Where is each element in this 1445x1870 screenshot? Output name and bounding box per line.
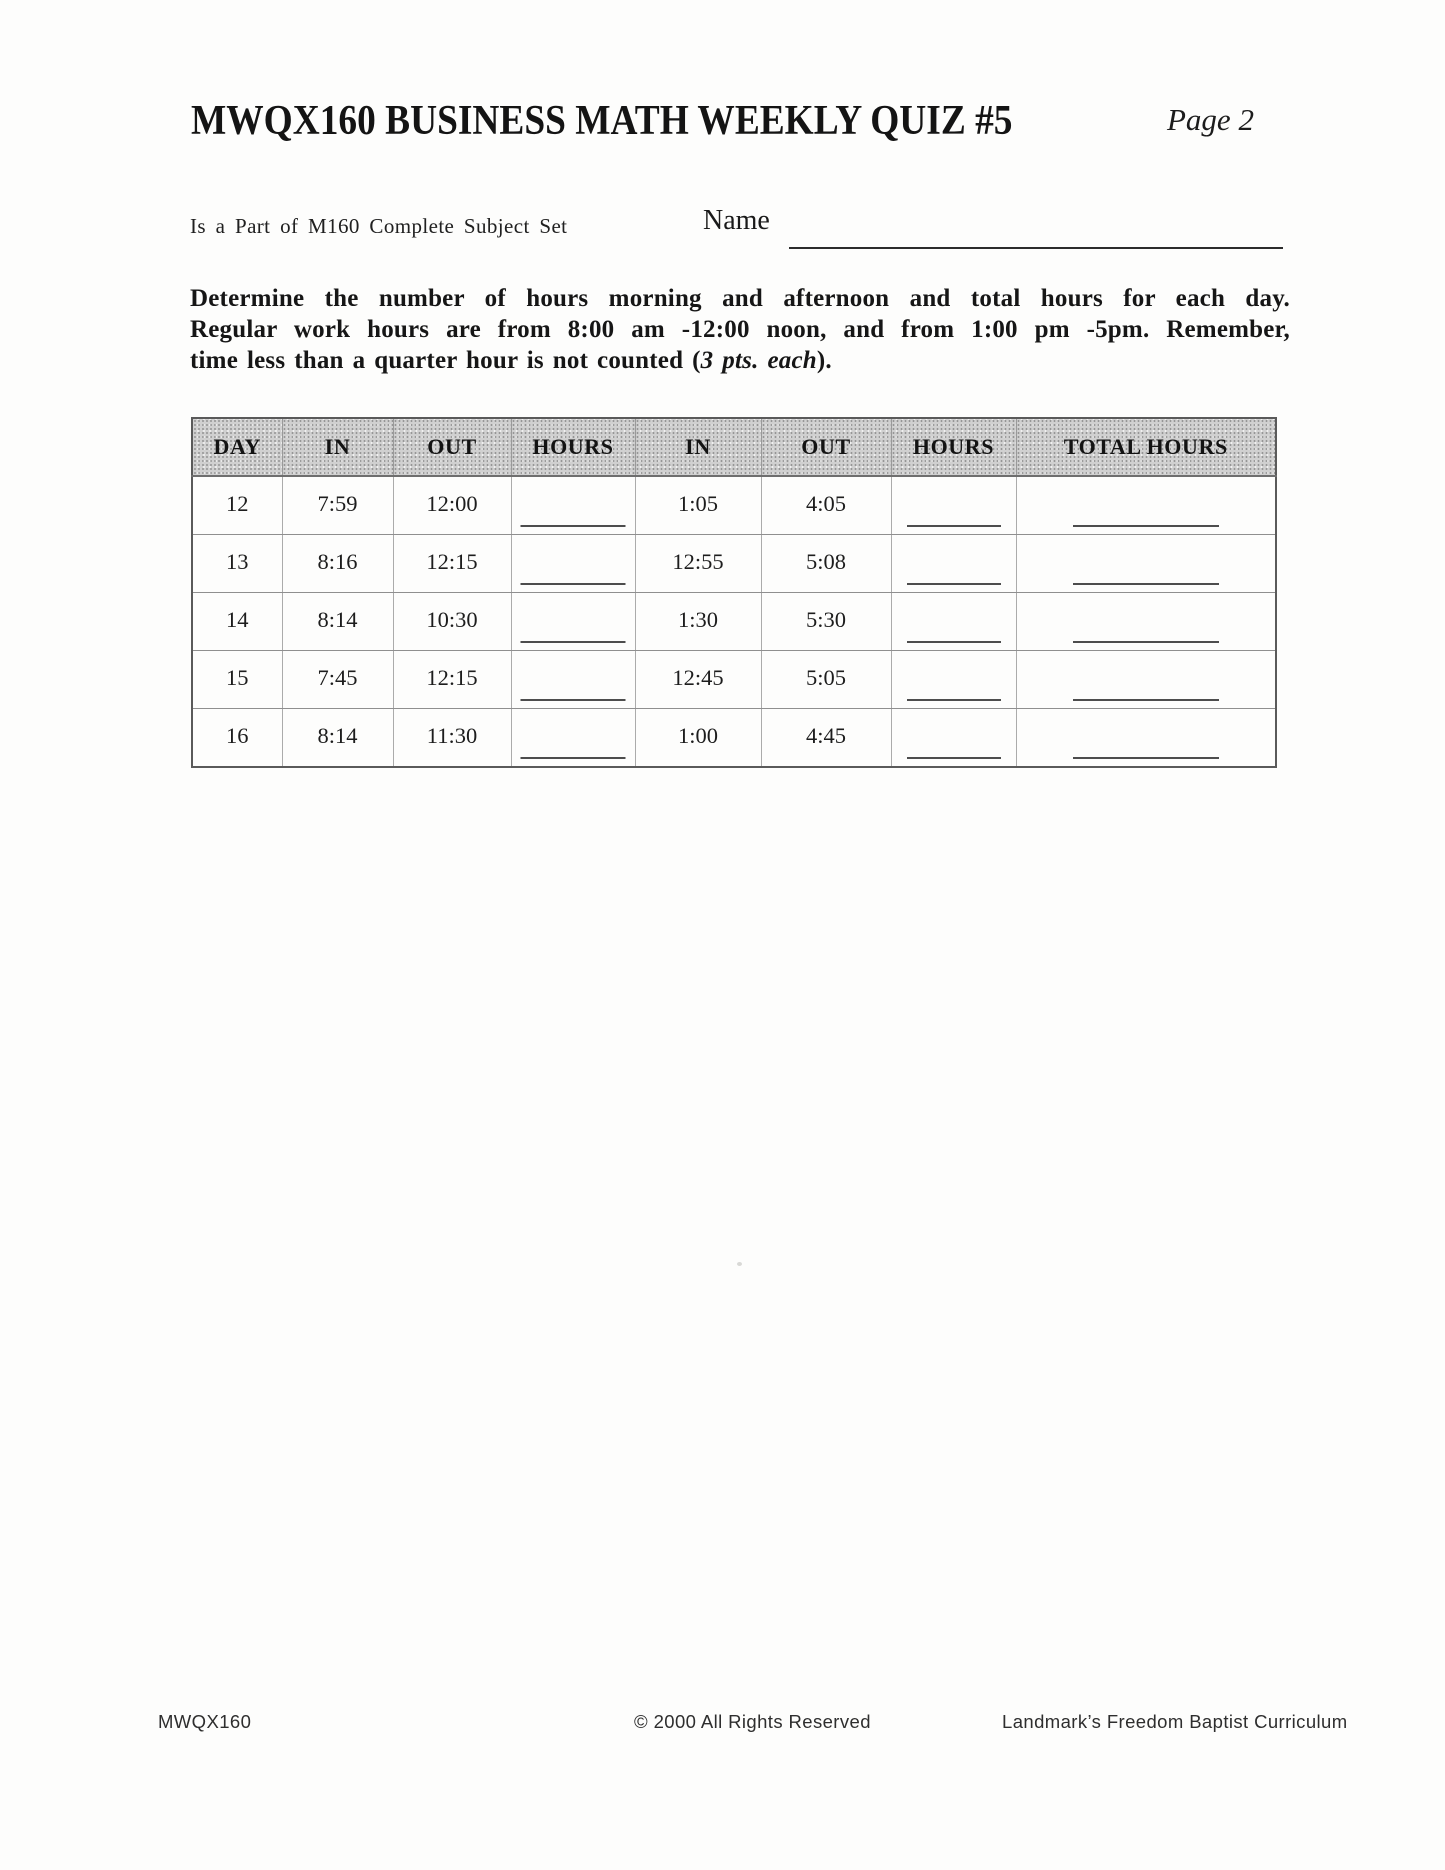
day-cell: 16: [192, 709, 282, 768]
time-card-table: [191, 417, 1277, 768]
hours-pm-blank: [891, 651, 1016, 709]
col-in-am: IN: [282, 418, 393, 476]
instructions-paragraph: [190, 283, 1290, 376]
page-number: Page 2: [1167, 102, 1254, 137]
day-cell: 15: [192, 651, 282, 709]
out-pm-cell: 5:05: [761, 651, 891, 709]
col-out-am: OUT: [393, 418, 511, 476]
col-out-pm: OUT: [761, 418, 891, 476]
write-in-underline: [907, 641, 1001, 643]
out-pm-cell: 4:45: [761, 709, 891, 768]
in-pm-cell: 1:30: [635, 593, 761, 651]
footer-copyright: © 2000 All Rights Reserved: [634, 1711, 871, 1732]
points-note: 3 pts. each: [700, 347, 817, 374]
name-label: Name: [703, 205, 770, 236]
col-hours-am: HOURS: [511, 418, 635, 476]
write-in-underline: [907, 583, 1001, 585]
table-body: [192, 476, 1276, 767]
total-hours-blank: [1016, 593, 1276, 651]
col-in-pm: IN: [635, 418, 761, 476]
subject-set-note: Is a Part of M160 Complete Subject Set: [190, 214, 568, 238]
in-pm-cell: 12:55: [635, 535, 761, 593]
total-hours-blank: [1016, 651, 1276, 709]
in-pm-cell: 1:00: [635, 709, 761, 768]
out-pm-cell: 5:08: [761, 535, 891, 593]
col-day: DAY: [192, 418, 282, 476]
quiz-title: MWQX160 BUSINESS MATH WEEKLY QUIZ #5: [191, 98, 1013, 144]
name-blank-line: [789, 247, 1283, 249]
out-am-cell: 11:30: [393, 709, 511, 768]
table-row: [192, 593, 1276, 651]
write-in-underline: [907, 757, 1001, 759]
out-am-cell: 10:30: [393, 593, 511, 651]
in-am-cell: 7:45: [282, 651, 393, 709]
instructions-line-2: Regular work hours are from 8:00 am -12:00 noon, and from 1:00 pm -5pm. Remember,: [190, 316, 1290, 343]
hours-pm-blank: [891, 593, 1016, 651]
hours-am-blank: [511, 476, 635, 535]
table-header-row: [192, 418, 1276, 476]
table-row: [192, 651, 1276, 709]
day-cell: 12: [192, 476, 282, 535]
day-cell: 13: [192, 535, 282, 593]
write-in-underline: [521, 641, 626, 643]
hours-am-blank: [511, 709, 635, 768]
hours-pm-blank: [891, 476, 1016, 535]
out-pm-cell: 4:05: [761, 476, 891, 535]
total-hours-blank: [1016, 535, 1276, 593]
write-in-underline: [521, 757, 626, 759]
hours-pm-blank: [891, 535, 1016, 593]
out-am-cell: 12:15: [393, 651, 511, 709]
in-pm-cell: 12:45: [635, 651, 761, 709]
hours-pm-blank: [891, 709, 1016, 768]
total-hours-blank: [1016, 476, 1276, 535]
scan-speck: [737, 1262, 742, 1266]
instructions-line-3-text: time less than a quarter hour is not counted (: [190, 347, 701, 374]
total-hours-blank: [1016, 709, 1276, 768]
write-in-underline: [521, 699, 626, 701]
out-am-cell: 12:00: [393, 476, 511, 535]
write-in-underline: [907, 699, 1001, 701]
table-row: [192, 709, 1276, 768]
table-header: [192, 418, 1276, 476]
instructions-line-3: [190, 345, 1290, 376]
in-am-cell: 8:16: [282, 535, 393, 593]
write-in-underline: [907, 525, 1001, 527]
in-am-cell: 7:59: [282, 476, 393, 535]
table-row: [192, 535, 1276, 593]
footer-course-code: MWQX160: [158, 1711, 252, 1732]
in-pm-cell: 1:05: [635, 476, 761, 535]
instructions-line-3-end: ).: [816, 347, 832, 374]
in-am-cell: 8:14: [282, 593, 393, 651]
hours-am-blank: [511, 535, 635, 593]
out-am-cell: 12:15: [393, 535, 511, 593]
col-hours-pm: HOURS: [891, 418, 1016, 476]
write-in-underline: [1073, 641, 1219, 643]
col-total-hours: TOTAL HOURS: [1016, 418, 1276, 476]
day-cell: 14: [192, 593, 282, 651]
write-in-underline: [521, 583, 626, 585]
write-in-underline: [1073, 525, 1219, 527]
out-pm-cell: 5:30: [761, 593, 891, 651]
write-in-underline: [521, 525, 626, 527]
write-in-underline: [1073, 757, 1219, 759]
footer-publisher: Landmark’s Freedom Baptist Curriculum: [1002, 1711, 1348, 1732]
write-in-underline: [1073, 699, 1219, 701]
hours-am-blank: [511, 651, 635, 709]
write-in-underline: [1073, 583, 1219, 585]
instructions-line-1: Determine the number of hours morning and afternoon and total hours for each day.: [190, 285, 1290, 312]
table-row: [192, 476, 1276, 535]
hours-am-blank: [511, 593, 635, 651]
in-am-cell: 8:14: [282, 709, 393, 768]
